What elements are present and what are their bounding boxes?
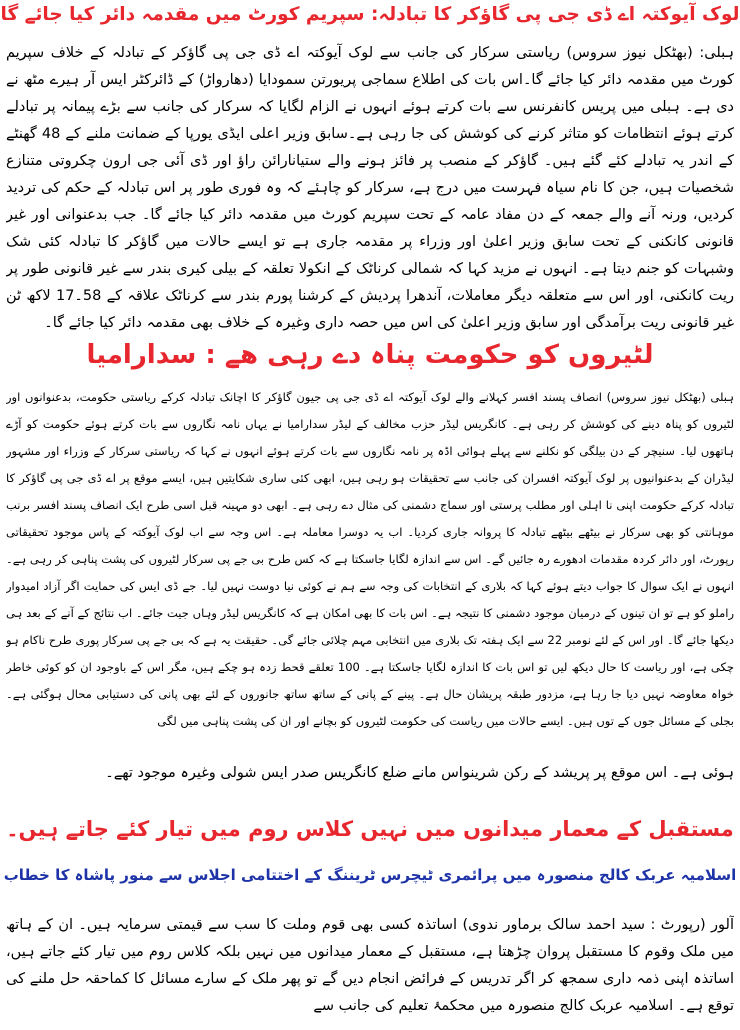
article3-subheadline: اسلامیہ عربک کالج منصورہ میں پرائمری ٹیچرس ٹریننگ کے اختتامی اجلاس سے منور پاشاہ کا خطاب — [3, 866, 737, 884]
article1-headline: لوک آیوکتہ اے ڈی جی پی گاؤکر کا تبادلہ: سپریم کورٹ میں مقدمہ دائر کیا جائے گا — [0, 4, 740, 25]
article3-body: آلور (رپورٹ : سید احمد سالک برماور ندوی) اساتذہ کسی بھی قوم وملت کا سب سے قیمتی سرمایہ ہیں۔ ان کے ہاتھ میں ملک وقوم کا مستقبل پروان چڑھتا ہے، مستقبل کے معمار میدانوں میں نہیں بلکہ کلاس روم میں تیار کئے جاتے ہیں، اساتذہ اپنی ذمہ داری سمجھ کر اگر تدریس کے فرائض انجام دیں گے تو پھر ملک کے سارے مسائل کا کماحقہ حل ملنے کی توقع ہے۔ اسلامیہ عربک کالج منصورہ میں محکمۂ تعلیم کی جانب سے — [6, 917, 734, 1014]
article3-headline: مستقبل کے معمار میدانوں میں نہیں کلاس روم میں تیار کئے جاتے ہیں۔ — [6, 817, 734, 841]
article2-body: ہبلی (بھٹکل نیوز سروس) انصاف پسند افسر کہلانے والے لوک آیوکتہ اے ڈی جی پی جیون گاؤکر کا اچانک تبادلہ کرکے ریاستی حکومت، بدعنوانوں اور لٹیروں کو پناہ دینے کی کوشش کر رہی ہے۔ کانگریس لیڈر حزب مخالف کے لیڈر سدارامیا نے یہاں نامہ نگاروں سے بات کرتے ہوئے حکومت کو آڑے ہاتھوں لیا۔ سنیچر کے دن بیلگی کو نکلنے سے پہلے ہوائی اڈہ پر نامہ نگاروں سے بات کرتے ہوئے انہوں نے کہا کہ ریاستی سرکار کے وزراء اور مشہور لیڈران کے بدعنوانیوں پر لوک آیوکتہ افسران کی جانب سے تحقیقات ہو رہی ہیں، ابھی کئی ساری شکایتیں ہیں، ایسے موقع پر اے ڈی جی پی گاؤکر کا تبادلہ کرکے حکومت اپنی نا اہلی اور مطلب پرستی اور سماج دشمنی کی مثال دے رہی ہے۔ ابھی دو مہینہ قبل اسی طرح ایک انصاف پسند افسر برنب موہانتی کو بھی سرکار نے بیٹھے بیٹھے تبادلہ کا پروانہ جاری کردیا۔ اب یہ دوسرا معاملہ ہے۔ اس وجہ سے اب لوک آیوکتہ کے پاس موجود تحقیقاتی رپورٹ، اور دائر کردہ مقدمات ادھورے رہ جائیں گے۔ اس سے اندازہ لگایا جاسکتا ہے کہ کس طرح بی جے پی سرکار لٹیروں کی پشت پناہی کر رہی ہے۔ انہوں نے ایک سوال کا جواب دیتے ہوئے کہا کہ بلاری کے انتخابات کی وجہ سے ہم نے کوئی نیا دوست نہیں لیا۔ جے ڈی ایس کی حمایت اگر آزاد امیدوار راملو کو ہے تو ان تینوں کے درمیان موجود دشمنی کا نتیجہ ہے۔ اس بات کا بھی امکان ہے کہ کانگریس لیڈر وہاں جیت جائے۔ اب نتائج کے آنے کے بعد ہی دیکھا جائے گا۔ اور اس کے لئے نومبر 22 سے ایک ہفتہ تک بلاری میں انتخابی مہم چلائی جائے گی۔ حقیقت یہ ہے کہ بی جے پی سرکار پوری طرح ناکام ہو چکی ہے، اور ریاست کا حال دیکھ لیں تو اس بات کا اندازہ لگایا جاسکتا ہے۔ 100 تعلقے قحط زدہ ہو چکے ہیں، مگر اس کے باوجود ان کو کوئی خاطر خواہ معاوضہ نہیں دیا جا رہا ہے، مزدور طبقہ پریشان حال ہے۔ پینے کے پانی کے ساتھ ساتھ جانوروں کے لئے بھی پانی کی دستیابی محال ہوگئی ہے۔ بجلی کے مسائل جوں کے توں ہیں۔ ایسے حالات میں ریاست کی حکومت لٹیروں کو بچانے اور ان کی پشت پناہی میں لگی — [6, 390, 734, 728]
article2-closing: ہوئی ہے۔ اس موقع پر پریشد کے رکن شرینواس مانے ضلع کانگریس صدر ایس شولی وغیرہ موجود تھے۔ — [105, 765, 734, 781]
article2-headline: لٹیروں کو حکومت پناہ دے رہی ھے : سدارامیا — [86, 340, 654, 370]
article1-body: ہبلی: (بھٹکل نیوز سروس) ریاستی سرکار کی جانب سے لوک آیوکتہ اے ڈی جی پی گاؤکر کے تبادلہ کے خلاف سپریم کورٹ میں مقدمہ دائر کیا جائے گا۔اس بات کی اطلاع سماجی پریورتن سمودایا (دھارواڑ) کے ڈائرکٹر ایس آر ہیرے مٹھ نے دی ہے۔ ہبلی میں پریس کانفرنس سے بات کرتے ہوئے انہوں نے الزام لگایا کہ سرکار کی جانب سے بڑے پیمانہ پر تبادلے کرتے ہوئے انتظامات کو متاثر کرنے کی کوشش کی جا رہی ہے۔سابق وزیر اعلی ایڈی یورپا کے ضمانت ملنے کے 48 گھنٹے کے اندر یہ تبادلے کئے گئے ہیں۔ گاؤکر کے منصب پر فائز ہونے والے ستیانارائن راؤ اور ڈی آئی جی ارون چکروتی متنازع شخصیات ہیں، جن کا نام سیاہ فہرست میں درج ہے، سرکار کو چاہئے کہ وہ فوری طور پر اس تبادلہ کے حکم کی تردید کردیں، ورنہ آنے والے جمعہ کے دن مفاد عامہ کے تحت سپریم کورٹ میں مقدمہ دائر کیا جائے گا۔ جب بدعنوانی اور غیر قانونی کانکنی کے تحت سابق وزیر اعلیٰ اور وزراء پر مقدمہ جاری ہے تو ایسے حالات میں گاؤکر کا تبادلہ کئی شک وشبہات کو جنم دیتا ہے۔ انہوں نے مزید کہا کہ شمالی کرناٹک کے انکولا تعلقہ کے بیلی کیری بندر سے غیر قانونی طور پر ریت کانکنی، اور اس سے متعلقہ دیگر معاملات، آندھرا پردیش کے کرشنا پورم بندر سے کرناٹک علاقہ کے 58۔17 لاکھ ٹن غیر قانونی ریت برآمدگی اور سابق وزیر اعلیٰ کی اس میں حصہ داری وغیرہ کے خلاف بھی مقدمہ دائر کیا جائے گا۔ — [6, 45, 734, 331]
